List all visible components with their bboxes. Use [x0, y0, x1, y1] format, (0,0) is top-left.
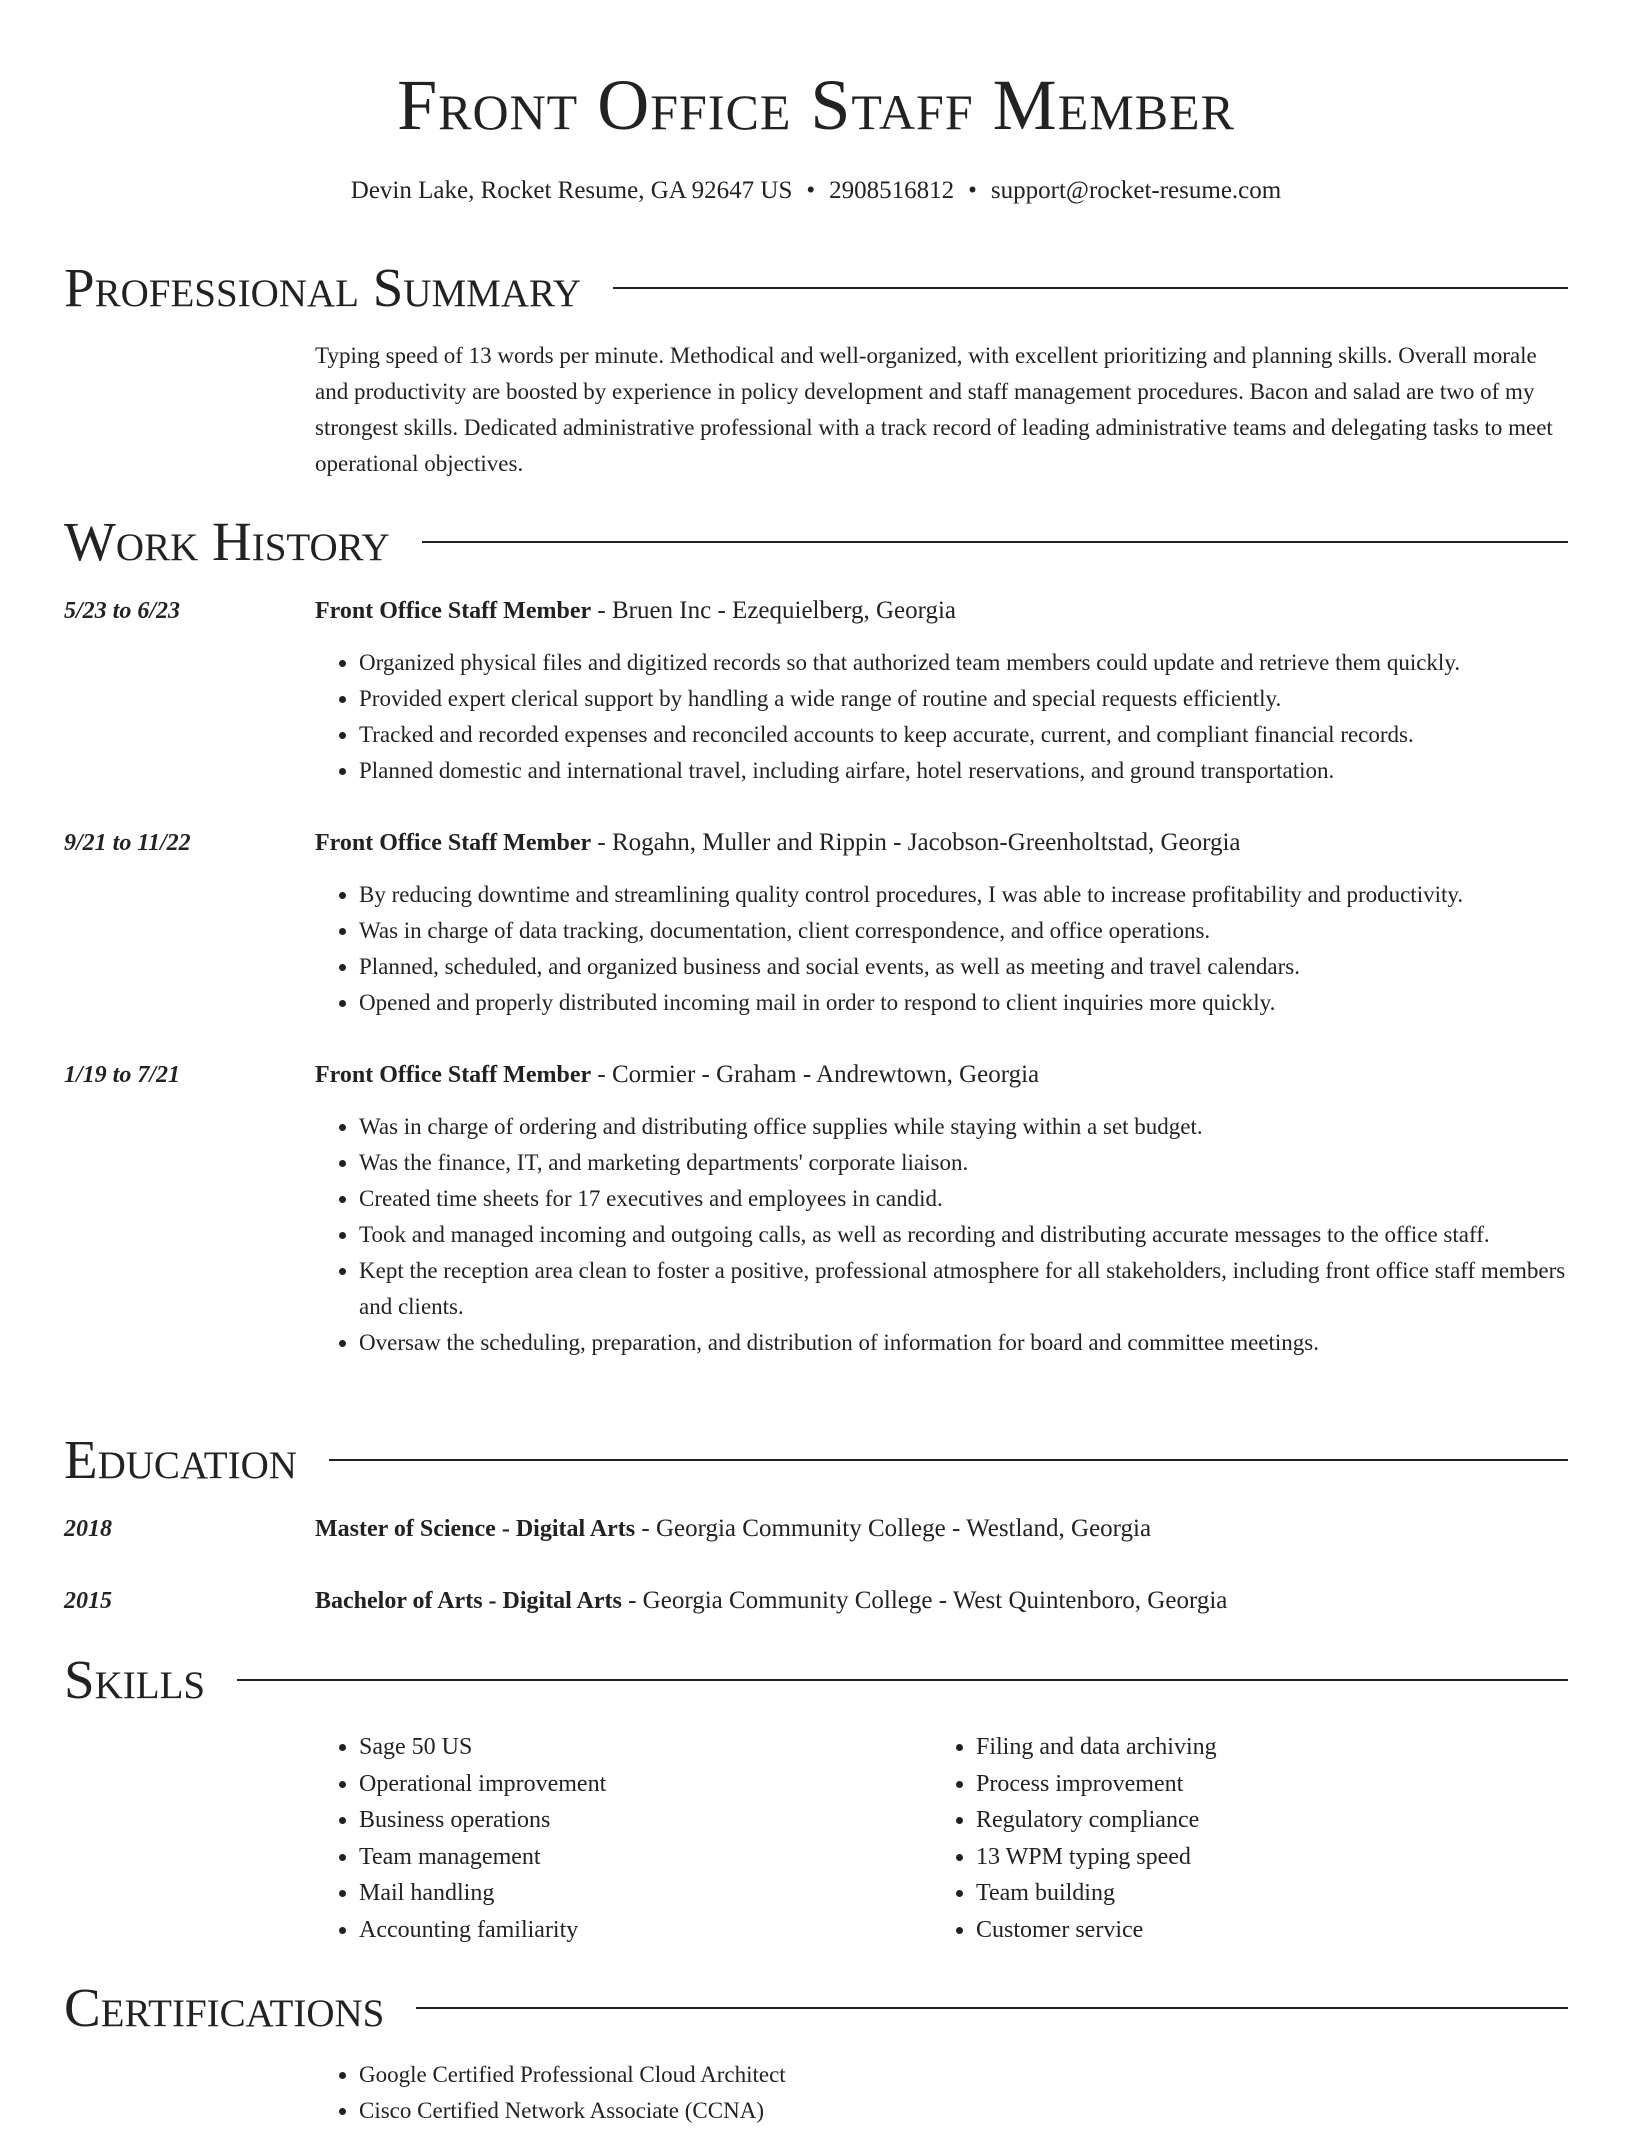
list-item: • Created time sheets for 17 executives and employees in candid. [359, 1181, 1570, 1217]
certification-item: • Google Certified Professional Cloud Architect [359, 2057, 1570, 2093]
job-bullets [315, 1109, 1570, 1361]
education-degree: Bachelor of Arts - Digital Arts [315, 1588, 622, 1614]
section-title: Professional Summary [64, 257, 582, 318]
section-heading-work-history [64, 510, 1568, 574]
job-title: Front Office Staff Member [315, 830, 592, 856]
job-heading [315, 1060, 1570, 1090]
job-heading [315, 596, 1570, 626]
skill-item: • Accounting familiarity [359, 1912, 915, 1949]
list-item: • Was in charge of ordering and distributing office supplies while staying within a set budget. [359, 1109, 1570, 1145]
list-item: • Planned, scheduled, and organized business and social events, as well as meeting and travel calendars. [359, 949, 1570, 985]
skill-item: • Sage 50 US [359, 1729, 915, 1766]
list-item: • Organized physical files and digitized records so that authorized team members could update and retrieve them quickly. [359, 645, 1570, 681]
education-school-location: - Georgia Community College - Westland, Georgia [635, 1515, 1152, 1542]
contact-separator: • [806, 177, 816, 204]
skills-list-right [932, 1729, 1568, 1948]
skill-item: • Mail handling [359, 1875, 915, 1912]
job-title: Front Office Staff Member [315, 1062, 592, 1088]
contact-line [0, 176, 1632, 206]
certifications-list [315, 2057, 1570, 2129]
skill-item: • Team management [359, 1839, 915, 1876]
job-dates: 9/21 to 11/22 [64, 830, 191, 856]
job-bullets [315, 877, 1570, 1021]
section-title: Skills [64, 1649, 206, 1710]
contact-separator: • [968, 177, 977, 204]
section-heading-certifications [64, 1976, 1568, 2040]
section-title: Certifications [64, 1977, 385, 2038]
contact-phone: 2908516812 [829, 177, 955, 204]
job-employer-location: - Rogahn, Muller and Rippin - Jacobson-Greenholtstad, Georgia [591, 829, 1241, 856]
list-item: • Was the finance, IT, and marketing departments' corporate liaison. [359, 1145, 1570, 1181]
skill-item: • Team building [976, 1875, 1568, 1912]
education-school-location: - Georgia Community College - West Quintenboro, Georgia [621, 1587, 1228, 1614]
education-entry [315, 1586, 1570, 1616]
job-dates: 5/23 to 6/23 [64, 598, 181, 624]
job-employer-location: - Cormier - Graham - Andrewtown, Georgia [591, 1061, 1040, 1088]
list-item: • Opened and properly distributed incoming mail in order to respond to client inquiries more quickly. [359, 985, 1570, 1021]
job-heading [315, 828, 1570, 858]
list-item: • Planned domestic and international travel, including airfare, hotel reservations, and ground transportation. [359, 753, 1570, 789]
job-employer-location: - Bruen Inc - Ezequielberg, Georgia [591, 597, 957, 624]
section-heading-education [64, 1428, 1568, 1492]
skill-item: • Filing and data archiving [976, 1729, 1568, 1766]
job-title: Front Office Staff Member [315, 598, 592, 624]
section-divider [329, 1459, 1568, 1461]
skills-list-left [315, 1729, 915, 1948]
list-item: • Oversaw the scheduling, preparation, and distribution of information for board and committee meetings. [359, 1325, 1570, 1361]
section-divider [237, 1679, 1568, 1681]
skill-item: • Regulatory compliance [976, 1802, 1568, 1839]
list-item: • Took and managed incoming and outgoing calls, as well as recording and distributing accurate messages to the office staff. [359, 1217, 1570, 1253]
job-bullets [315, 645, 1570, 789]
list-item: • Was in charge of data tracking, documentation, client correspondence, and office operations. [359, 913, 1570, 949]
section-divider [613, 287, 1568, 289]
section-divider [416, 2007, 1568, 2009]
list-item: • Tracked and recorded expenses and reconciled accounts to keep accurate, current, and compliant financial records. [359, 717, 1570, 753]
list-item: • By reducing downtime and streamlining quality control procedures, I was able to increase profitability and productivity. [359, 877, 1570, 913]
resume-title: Front Office Staff Member [397, 65, 1235, 145]
section-title: Education [64, 1429, 297, 1490]
summary-text: Typing speed of 13 words per minute. Methodical and well-organized, with excellent prioritizing and planning skills. Overall morale and productivity are boosted by experience in policy development and staff management procedures. Bacon and salad are two of my strongest skills. Dedicated administrative professional with a track record of leading administrative teams and delegating tasks to meet operational objectives. [315, 343, 1553, 476]
job-dates: 1/19 to 7/21 [64, 1062, 181, 1088]
certification-item: • Cisco Certified Network Associate (CCNA) [359, 2093, 1570, 2129]
section-divider [422, 541, 1568, 543]
section-heading-skills [64, 1648, 1568, 1712]
education-degree: Master of Science - Digital Arts [315, 1516, 636, 1542]
skill-item: • Operational improvement [359, 1766, 915, 1803]
list-item: • Kept the reception area clean to foster a positive, professional atmosphere for all stakeholders, including front office staff members and clients. [359, 1253, 1570, 1325]
section-title: Work History [64, 511, 390, 572]
skill-item: • Process improvement [976, 1766, 1568, 1803]
skill-item: • 13 WPM typing speed [976, 1839, 1568, 1876]
contact-email: support@rocket-resume.com [990, 177, 1282, 204]
education-entry [315, 1514, 1570, 1544]
education-year: 2018 [64, 1516, 112, 1542]
education-year: 2015 [64, 1588, 112, 1614]
skill-item: • Business operations [359, 1802, 915, 1839]
list-item: • Provided expert clerical support by handling a wide range of routine and special requests efficiently. [359, 681, 1570, 717]
skill-item: • Customer service [976, 1912, 1568, 1949]
section-heading-summary [64, 256, 1568, 320]
contact-address: Devin Lake, Rocket Resume, GA 92647 US [350, 177, 793, 204]
